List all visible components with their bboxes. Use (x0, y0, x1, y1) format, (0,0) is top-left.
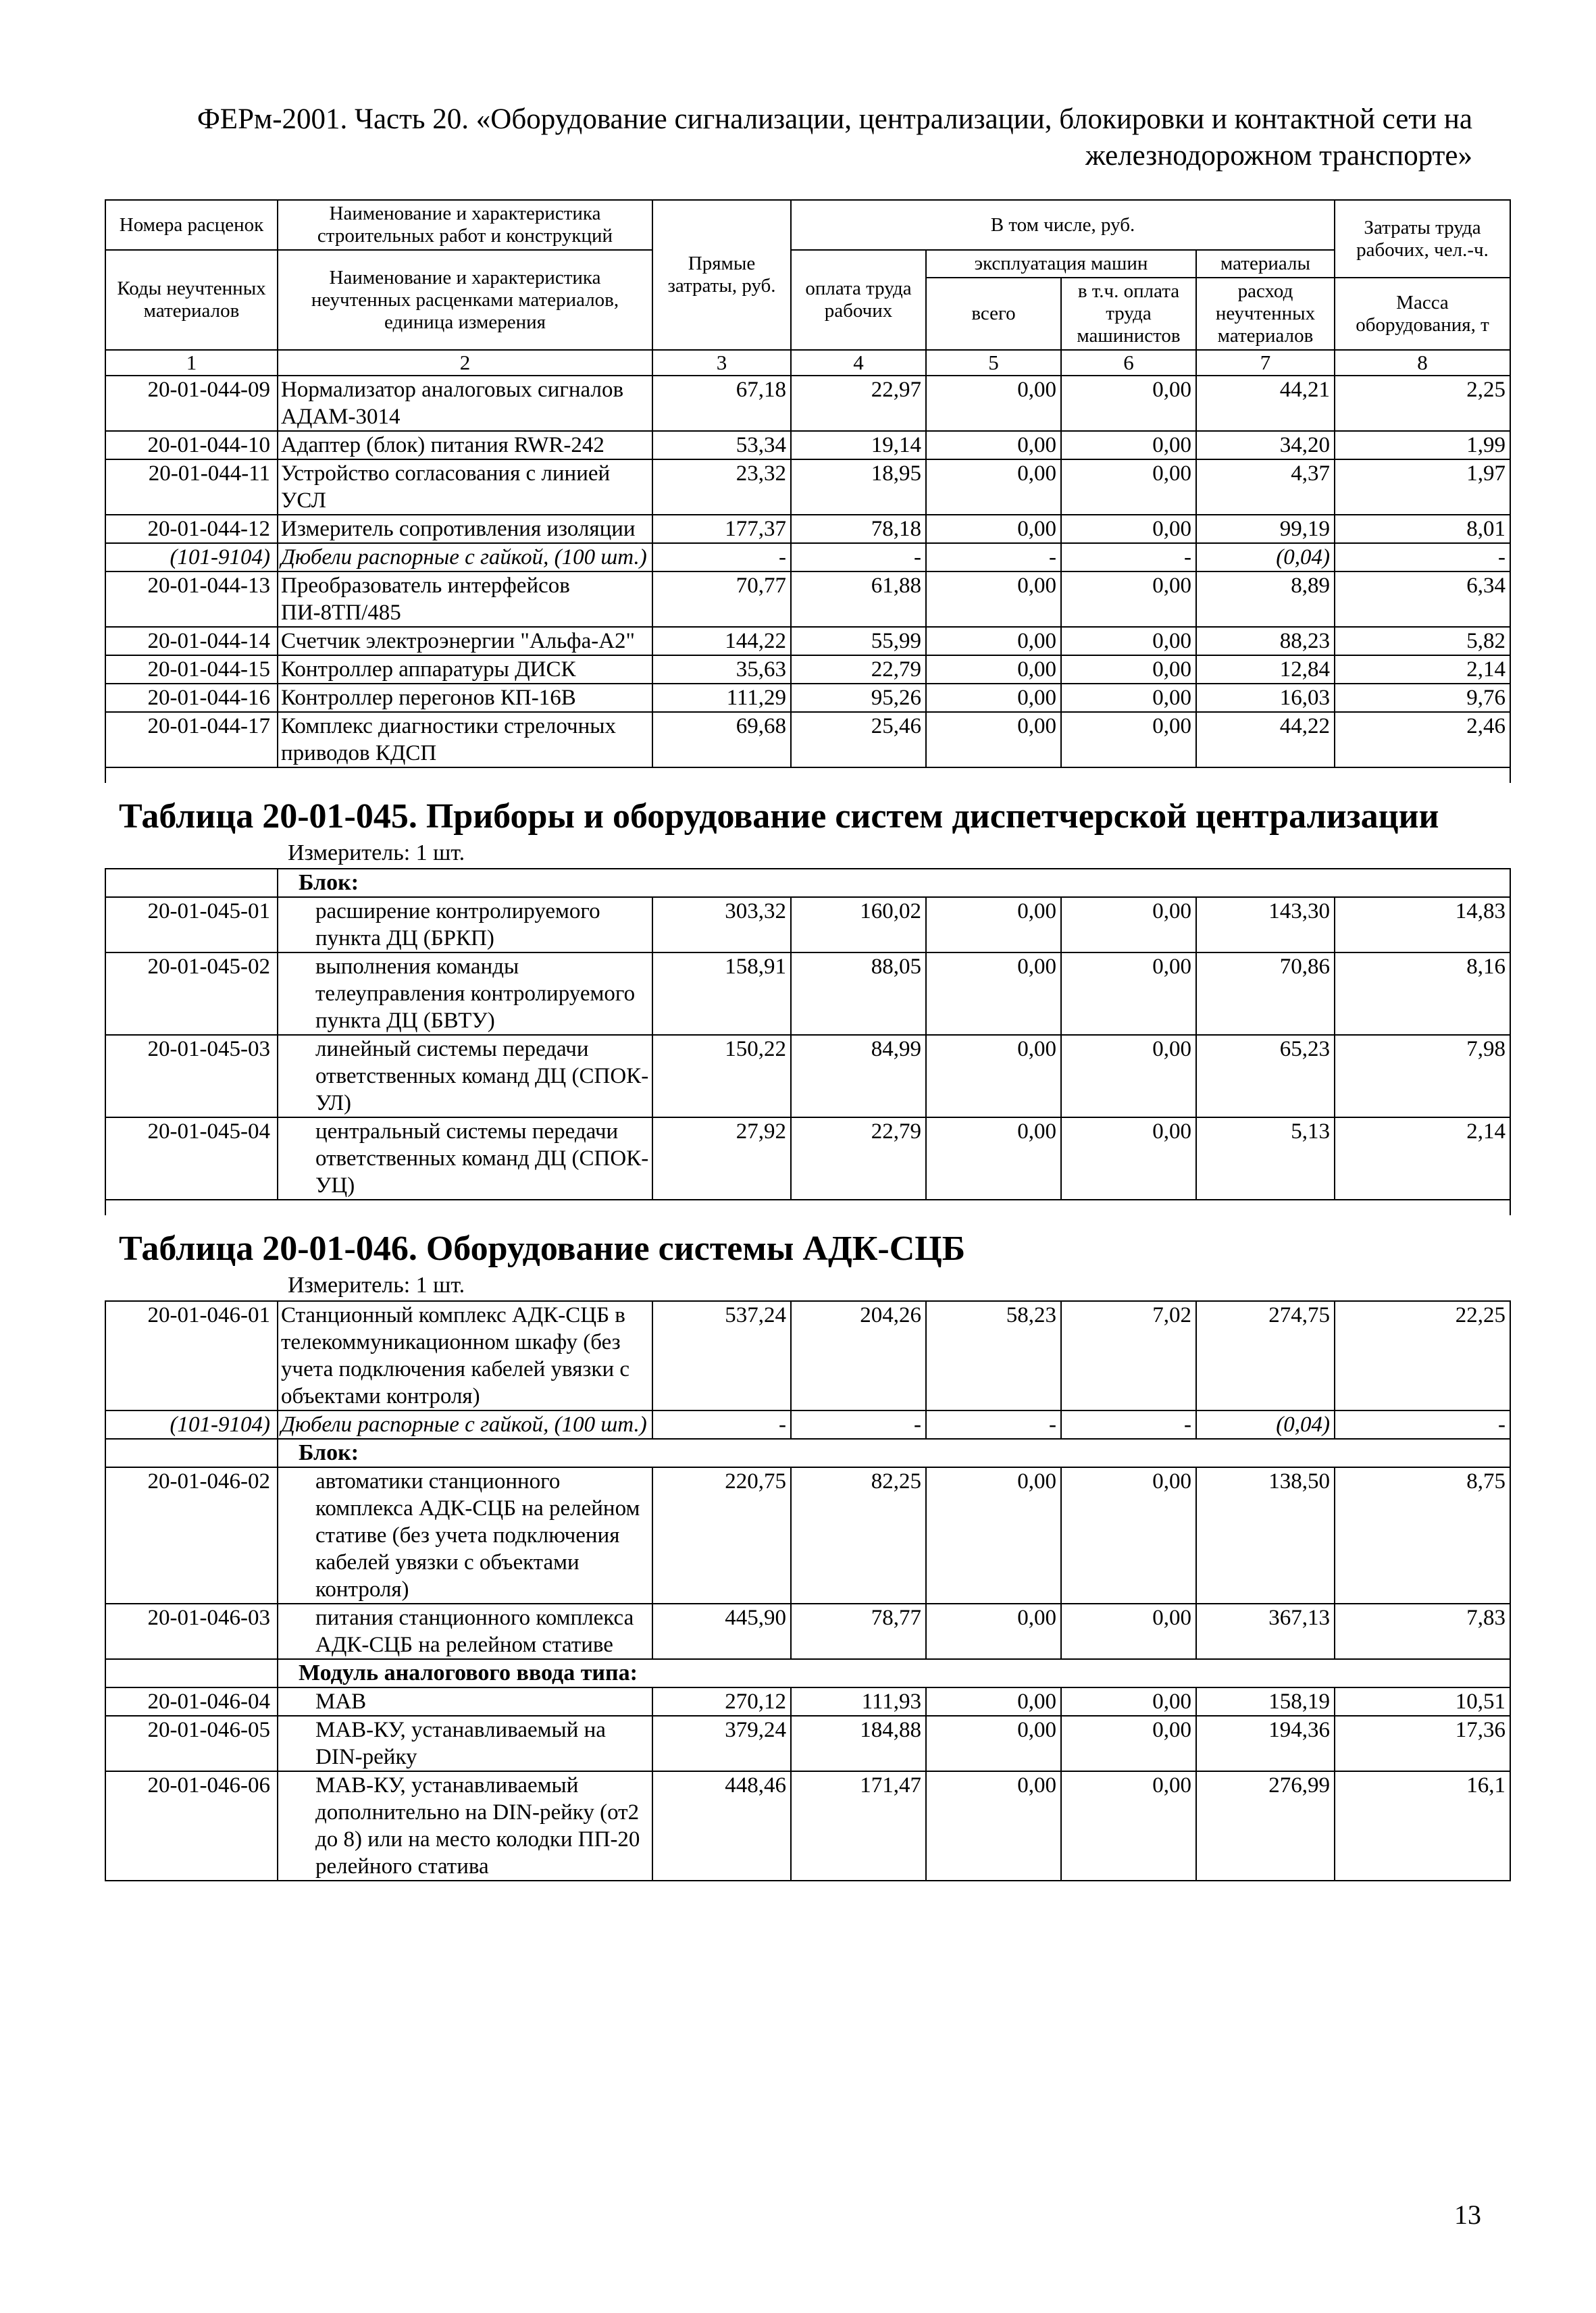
operator-pay-cell: 0,00 (1061, 1117, 1196, 1200)
table-row (105, 459, 1510, 515)
col-worker-pay-header: оплата труда рабочих (791, 250, 926, 350)
labor-costs-cell: 1,99 (1335, 431, 1510, 459)
column-number: 8 (1335, 350, 1510, 376)
direct-costs-cell: 270,12 (652, 1687, 791, 1716)
machine-total-cell: 0,00 (926, 627, 1061, 655)
worker-pay-cell: 19,14 (791, 431, 926, 459)
materials-cell: 44,21 (1196, 376, 1335, 431)
operator-pay-cell: 0,00 (1061, 712, 1196, 767)
machine-total-cell: 0,00 (926, 897, 1061, 952)
work-name: Дюбели распорные с гайкой, (100 шт.) (278, 1410, 652, 1439)
machine-total-cell: 58,23 (926, 1301, 1061, 1410)
rate-code: 20-01-046-02 (105, 1467, 278, 1604)
column-number: 6 (1061, 350, 1196, 376)
machine-total-cell: 0,00 (926, 1467, 1061, 1604)
machine-total-cell: 0,00 (926, 376, 1061, 431)
rate-code: 20-01-044-14 (105, 627, 278, 655)
rate-code: 20-01-044-10 (105, 431, 278, 459)
col-material-codes-header: Коды неучтенных материалов (105, 250, 278, 350)
materials-cell: 5,13 (1196, 1117, 1335, 1200)
table-row (105, 571, 1510, 627)
machine-total-cell: 0,00 (926, 655, 1061, 684)
table-046-subhead-2-group (105, 1659, 1510, 1687)
rate-code: 20-01-046-04 (105, 1687, 278, 1716)
table-046-subhead-block: Блок: (278, 1439, 1510, 1467)
column-numbers-row (105, 350, 1510, 376)
work-name: Дюбели распорные с гайкой, (100 шт.) (278, 543, 652, 571)
operator-pay-cell: - (1061, 1410, 1196, 1439)
table-row (105, 515, 1510, 543)
labor-costs-cell: 1,97 (1335, 459, 1510, 515)
table-row (105, 627, 1510, 655)
direct-costs-cell: 27,92 (652, 1117, 791, 1200)
work-name: питания станционного комплекса АДК-СЦБ на релейном стативе (278, 1604, 652, 1659)
rate-code: 20-01-046-01 (105, 1301, 278, 1410)
table-row (105, 1467, 1510, 1604)
operator-pay-cell: 0,00 (1061, 431, 1196, 459)
rate-code: 20-01-045-01 (105, 897, 278, 952)
materials-cell: 276,99 (1196, 1771, 1335, 1881)
direct-costs-cell: - (652, 1410, 791, 1439)
machine-total-cell: 0,00 (926, 1716, 1061, 1771)
rate-code: 20-01-044-12 (105, 515, 278, 543)
machine-total-cell: 0,00 (926, 459, 1061, 515)
page-number: 13 (1454, 2200, 1481, 2230)
machine-total-cell: 0,00 (926, 1604, 1061, 1659)
rate-code: 20-01-044-09 (105, 376, 278, 431)
rate-code: 20-01-044-11 (105, 459, 278, 515)
materials-cell: 274,75 (1196, 1301, 1335, 1410)
work-name: Измеритель сопротивления изоляции (278, 515, 652, 543)
worker-pay-cell: 95,26 (791, 684, 926, 712)
materials-cell: 4,37 (1196, 459, 1335, 515)
operator-pay-cell: 0,00 (1061, 897, 1196, 952)
table-row (105, 1035, 1510, 1117)
column-number: 3 (652, 350, 791, 376)
materials-cell: 88,23 (1196, 627, 1335, 655)
col-machine-operation-header: эксплуатация машин (926, 250, 1196, 278)
work-name: выполнения команды телеуправления контролируемого пункта ДЦ (БВТУ) (278, 952, 652, 1035)
labor-costs-cell: 7,98 (1335, 1035, 1510, 1117)
machine-total-cell: 0,00 (926, 1687, 1061, 1716)
materials-cell: 138,50 (1196, 1467, 1335, 1604)
operator-pay-cell: 0,00 (1061, 1687, 1196, 1716)
materials-cell: (0,04) (1196, 1410, 1335, 1439)
work-name: Контроллер перегонов КП-16В (278, 684, 652, 712)
direct-costs-cell: 23,32 (652, 459, 791, 515)
rate-code: (101-9104) (105, 1410, 278, 1439)
operator-pay-cell: 0,00 (1061, 515, 1196, 543)
labor-costs-cell: 22,25 (1335, 1301, 1510, 1410)
machine-total-cell: 0,00 (926, 952, 1061, 1035)
rate-code: 20-01-045-04 (105, 1117, 278, 1200)
table-row (105, 684, 1510, 712)
machine-total-cell: 0,00 (926, 1035, 1061, 1117)
operator-pay-cell: 0,00 (1061, 952, 1196, 1035)
table-045-subhead: Блок: (278, 869, 1510, 897)
column-number: 2 (278, 350, 652, 376)
worker-pay-cell: 160,02 (791, 897, 926, 952)
labor-costs-cell: 2,46 (1335, 712, 1510, 767)
work-name: МАВ-КУ, устанавливаемый дополнительно на DIN-рейку (от2 до 8) или на место колодки ПП-20 релейного статива (278, 1771, 652, 1881)
labor-costs-cell: 8,01 (1335, 515, 1510, 543)
worker-pay-cell: 111,93 (791, 1687, 926, 1716)
table-row (105, 1604, 1510, 1659)
materials-cell: (0,04) (1196, 543, 1335, 571)
direct-costs-cell: 448,46 (652, 1771, 791, 1881)
rates-table (105, 199, 1511, 1881)
table-row (105, 1687, 1510, 1716)
operator-pay-cell: 0,00 (1061, 655, 1196, 684)
worker-pay-cell: 25,46 (791, 712, 926, 767)
table-046-body-a (105, 1301, 1510, 1439)
worker-pay-cell: - (791, 1410, 926, 1439)
material-row (105, 1410, 1510, 1439)
direct-costs-cell: 537,24 (652, 1301, 791, 1410)
document-header (122, 101, 1472, 174)
rate-code: 20-01-044-15 (105, 655, 278, 684)
operator-pay-cell: 0,00 (1061, 571, 1196, 627)
labor-costs-cell: 8,75 (1335, 1467, 1510, 1604)
rate-code: 20-01-045-02 (105, 952, 278, 1035)
rate-code: 20-01-044-13 (105, 571, 278, 627)
worker-pay-cell: 18,95 (791, 459, 926, 515)
table-row (105, 1117, 1510, 1200)
table-row (105, 1716, 1510, 1771)
worker-pay-cell: 61,88 (791, 571, 926, 627)
rate-code: 20-01-046-03 (105, 1604, 278, 1659)
labor-costs-cell: 17,36 (1335, 1716, 1510, 1771)
machine-total-cell: 0,00 (926, 712, 1061, 767)
table-row (105, 376, 1510, 431)
column-number: 1 (105, 350, 278, 376)
labor-costs-cell: 2,14 (1335, 655, 1510, 684)
table-row (105, 431, 1510, 459)
labor-costs-cell: - (1335, 543, 1510, 571)
table-045-title: Таблица 20-01-045. Приборы и оборудование систем диспетчерской централизации (119, 797, 1439, 836)
work-name: Нормализатор аналоговых сигналов АДАМ-3014 (278, 376, 652, 431)
materials-cell: 194,36 (1196, 1716, 1335, 1771)
worker-pay-cell: 78,18 (791, 515, 926, 543)
table-row (105, 1771, 1510, 1881)
direct-costs-cell: 445,90 (652, 1604, 791, 1659)
table-row (105, 952, 1510, 1035)
direct-costs-cell: - (652, 543, 791, 571)
work-name: центральный системы передачи ответственных команд ДЦ (СПОК-УЦ) (278, 1117, 652, 1200)
worker-pay-cell: 204,26 (791, 1301, 926, 1410)
rate-code: 20-01-044-16 (105, 684, 278, 712)
col-materials-header: материалы (1196, 250, 1335, 278)
column-number: 4 (791, 350, 926, 376)
operator-pay-cell: 7,02 (1061, 1301, 1196, 1410)
col-including-header: В том числе, руб. (791, 200, 1335, 250)
machine-total-cell: - (926, 543, 1061, 571)
labor-costs-cell: 6,34 (1335, 571, 1510, 627)
work-name: расширение контролируемого пункта ДЦ (БРКП) (278, 897, 652, 952)
materials-cell: 367,13 (1196, 1604, 1335, 1659)
operator-pay-cell: 0,00 (1061, 459, 1196, 515)
materials-cell: 44,22 (1196, 712, 1335, 767)
direct-costs-cell: 177,37 (652, 515, 791, 543)
table-row (105, 655, 1510, 684)
direct-costs-cell: 220,75 (652, 1467, 791, 1604)
machine-total-cell: 0,00 (926, 1117, 1061, 1200)
table-header (105, 200, 1510, 376)
labor-costs-cell: 14,83 (1335, 897, 1510, 952)
work-name: линейный системы передачи ответственных команд ДЦ (СПОК-УЛ) (278, 1035, 652, 1117)
table-row (105, 1301, 1510, 1410)
work-name: Устройство согласования с линией УСЛ (278, 459, 652, 515)
rate-code: 20-01-044-17 (105, 712, 278, 767)
worker-pay-cell: 84,99 (791, 1035, 926, 1117)
worker-pay-cell: 22,97 (791, 376, 926, 431)
col-labor-costs-header: Затраты труда рабочих, чел.-ч. (1335, 200, 1510, 278)
table-045-body (105, 897, 1510, 1200)
direct-costs-cell: 150,22 (652, 1035, 791, 1117)
rate-code: 20-01-046-05 (105, 1716, 278, 1771)
operator-pay-cell: 0,00 (1061, 684, 1196, 712)
operator-pay-cell: - (1061, 543, 1196, 571)
labor-costs-cell: 2,25 (1335, 376, 1510, 431)
header-line-2: железнодорожном транспорте» (1085, 140, 1472, 172)
labor-costs-cell: 7,83 (1335, 1604, 1510, 1659)
table-044-body (105, 376, 1510, 767)
col-machine-total-header: всего (926, 278, 1061, 350)
table-046-body-c (105, 1687, 1510, 1881)
labor-costs-cell: 10,51 (1335, 1687, 1510, 1716)
direct-costs-cell: 67,18 (652, 376, 791, 431)
rate-code: 20-01-045-03 (105, 1035, 278, 1117)
materials-cell: 16,03 (1196, 684, 1335, 712)
machine-total-cell: - (926, 1410, 1061, 1439)
work-name: Контроллер аппаратуры ДИСК (278, 655, 652, 684)
materials-cell: 143,30 (1196, 897, 1335, 952)
col-operator-pay-header: в т.ч. оплата труда машинистов (1061, 278, 1196, 350)
labor-costs-cell: 9,76 (1335, 684, 1510, 712)
col-unaccounted-materials-header: расход неучтенных материалов (1196, 278, 1335, 350)
worker-pay-cell: 171,47 (791, 1771, 926, 1881)
work-name: Счетчик электроэнергии "Альфа-А2" (278, 627, 652, 655)
table-045-heading (105, 767, 1510, 897)
table-046-subhead-1-group (105, 1439, 1510, 1467)
operator-pay-cell: 0,00 (1061, 1467, 1196, 1604)
col-work-name-header: Наименование и характеристика строительных работ и конструкций (278, 200, 652, 250)
header-line-1: ФЕРм-2001. Часть 20. «Оборудование сигнализации, централизации, блокировки и контактной сети на (197, 103, 1472, 135)
direct-costs-cell: 35,63 (652, 655, 791, 684)
material-row (105, 543, 1510, 571)
materials-cell: 158,19 (1196, 1687, 1335, 1716)
table-046-measure: Измеритель: 1 шт. (288, 1273, 465, 1298)
work-name: МАВ-КУ, устанавливаемый на DIN-рейку (278, 1716, 652, 1771)
col-material-name-header: Наименование и характеристика неучтенных расценками материалов, единица измерения (278, 250, 652, 350)
work-name: Адаптер (блок) питания RWR-242 (278, 431, 652, 459)
materials-cell: 65,23 (1196, 1035, 1335, 1117)
work-name: МАВ (278, 1687, 652, 1716)
work-name: Комплекс диагностики стрелочных приводов КДСП (278, 712, 652, 767)
table-046-subhead-module: Модуль аналогового ввода типа: (278, 1659, 1510, 1687)
operator-pay-cell: 0,00 (1061, 1604, 1196, 1659)
machine-total-cell: 0,00 (926, 1771, 1061, 1881)
worker-pay-cell: 184,88 (791, 1716, 926, 1771)
operator-pay-cell: 0,00 (1061, 1716, 1196, 1771)
col-equipment-mass-header: Масса оборудования, т (1335, 278, 1510, 350)
table-row (105, 897, 1510, 952)
worker-pay-cell: 22,79 (791, 1117, 926, 1200)
materials-cell: 34,20 (1196, 431, 1335, 459)
labor-costs-cell: 8,16 (1335, 952, 1510, 1035)
labor-costs-cell: - (1335, 1410, 1510, 1439)
operator-pay-cell: 0,00 (1061, 1035, 1196, 1117)
materials-cell: 8,89 (1196, 571, 1335, 627)
materials-cell: 99,19 (1196, 515, 1335, 543)
operator-pay-cell: 0,00 (1061, 627, 1196, 655)
table-row (105, 712, 1510, 767)
direct-costs-cell: 70,77 (652, 571, 791, 627)
labor-costs-cell: 2,14 (1335, 1117, 1510, 1200)
direct-costs-cell: 69,68 (652, 712, 791, 767)
work-name: Преобразователь интерфейсов ПИ-8ТП/485 (278, 571, 652, 627)
rate-code: (101-9104) (105, 543, 278, 571)
materials-cell: 12,84 (1196, 655, 1335, 684)
col-direct-costs-header: Прямые затраты, руб. (652, 200, 791, 350)
column-number: 5 (926, 350, 1061, 376)
direct-costs-cell: 53,34 (652, 431, 791, 459)
direct-costs-cell: 144,22 (652, 627, 791, 655)
operator-pay-cell: 0,00 (1061, 376, 1196, 431)
direct-costs-cell: 303,32 (652, 897, 791, 952)
machine-total-cell: 0,00 (926, 684, 1061, 712)
column-number: 7 (1196, 350, 1335, 376)
materials-cell: 70,86 (1196, 952, 1335, 1035)
worker-pay-cell: 88,05 (791, 952, 926, 1035)
table-046-title: Таблица 20-01-046. Оборудование системы АДК-СЦБ (119, 1229, 966, 1268)
table-046-body-b (105, 1467, 1510, 1659)
direct-costs-cell: 111,29 (652, 684, 791, 712)
operator-pay-cell: 0,00 (1061, 1771, 1196, 1881)
work-name: автоматики станционного комплекса АДК-СЦБ на релейном стативе (без учета подключения кабелей увязки с объектами контроля) (278, 1467, 652, 1604)
table-045-measure: Измеритель: 1 шт. (288, 840, 465, 865)
table-046-heading (105, 1200, 1510, 1301)
rate-code: 20-01-046-06 (105, 1771, 278, 1881)
machine-total-cell: 0,00 (926, 515, 1061, 543)
labor-costs-cell: 5,82 (1335, 627, 1510, 655)
work-name: Станционный комплекс АДК-СЦБ в телекоммуникационном шкафу (без учета подключения кабелей увязки с объектами контроля) (278, 1301, 652, 1410)
machine-total-cell: 0,00 (926, 571, 1061, 627)
direct-costs-cell: 158,91 (652, 952, 791, 1035)
worker-pay-cell: - (791, 543, 926, 571)
worker-pay-cell: 22,79 (791, 655, 926, 684)
direct-costs-cell: 379,24 (652, 1716, 791, 1771)
worker-pay-cell: 82,25 (791, 1467, 926, 1604)
col-rate-numbers-header: Номера расценок (105, 200, 278, 250)
worker-pay-cell: 55,99 (791, 627, 926, 655)
machine-total-cell: 0,00 (926, 431, 1061, 459)
labor-costs-cell: 16,1 (1335, 1771, 1510, 1881)
worker-pay-cell: 78,77 (791, 1604, 926, 1659)
